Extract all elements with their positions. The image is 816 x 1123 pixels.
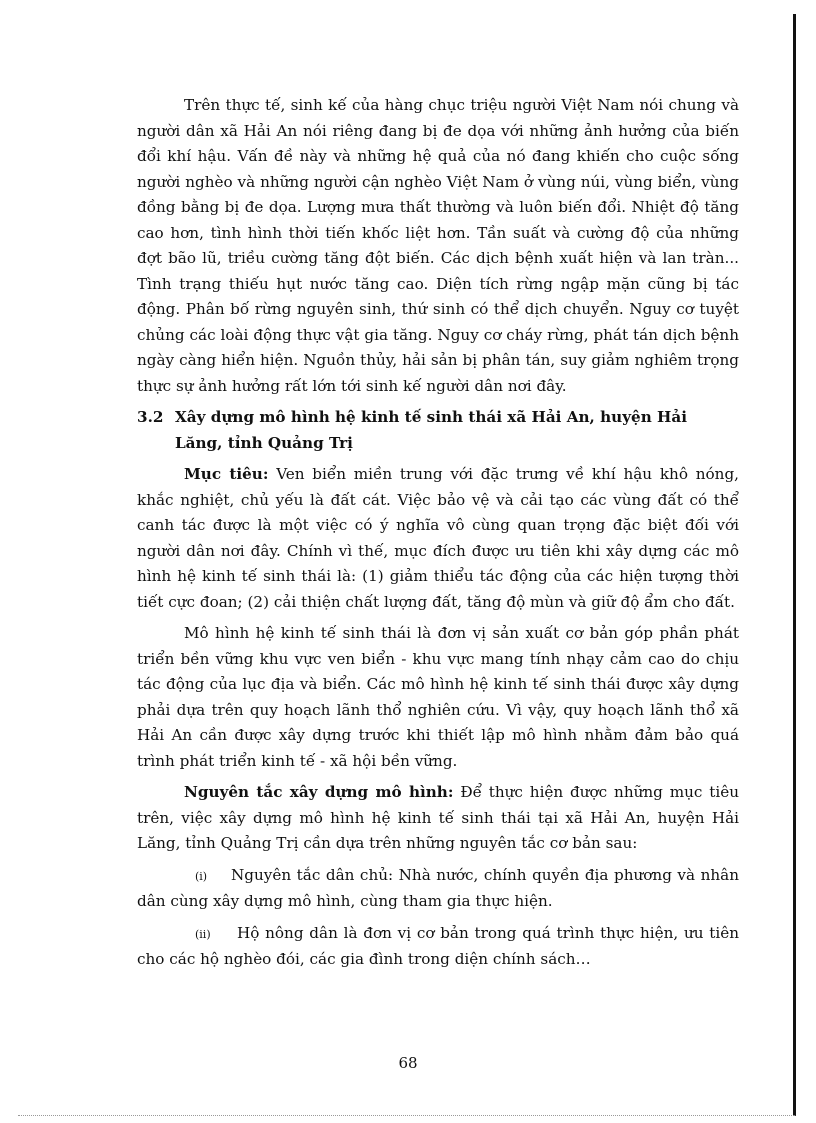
objective-text: Ven biển miền trung với đặc trưng về khí hậu khô nóng, khắc nghiệt, chủ yếu là đất cát. Việc bảo vệ và cải tạo các vùng đất có thể canh tác được là một việc có ý nghĩa vô cùng quan trọng đặc biệt đối với người dân nơi đây. Chính vì thế, mục đích được ưu tiên khi xây dựng các mô hình hệ kinh tế sinh thái là: (1) giảm thiểu tác động của các hiện tượng thời tiết cực đoan; (2) cải thiện chất lượng đất, tăng độ mùn và giữ độ ẩm cho đất. xyxy=(137,465,739,611)
principles-text: Để thực hiện được những mục tiêu trên, việc xây dựng mô hình hệ kinh tế sinh thái tại xã Hải An, huyện Hải Lăng, tỉnh Quảng Trị cần dựa trên những nguyên tắc cơ bản sau: xyxy=(137,783,740,852)
paragraph-principles xyxy=(137,780,739,857)
list-marker: (ii) xyxy=(195,927,211,941)
list-item-text: Hộ nông dân là đơn vị cơ bản trong quá trình thực hiện, ưu tiên cho các hộ nghèo đói, các gia đình trong diện chính sách… xyxy=(137,923,739,968)
paragraph-livelihood: Trên thực tế, sinh kế của hàng chục triệu người Việt Nam nói chung và người dân xã Hải An nói riêng đang bị đe dọa với những ảnh hưởng của biến đổi khí hậu. Vấn đề này và những hệ quả của nó đang khiến cho cuộc sống người nghèo và những người cận nghèo Việt Nam ở vùng núi, vùng biển, vùng đồng bằng bị đe dọa. Lượng mưa thất thường và luôn biến đổi. Nhiệt độ tăng cao hơn, tình hình thời tiến khốc liệt hơn. Tần suất và cường độ của những đợt bão lũ, triều cường tăng đột biến. Các dịch bệnh xuất hiện và lan tràn... Tình trạng thiếu hụt nước tăng cao. Diện tích rừng ngập mặn cũng bị tác động. Phân bố rừng nguyên sinh, thứ sinh có thể dịch chuyển. Nguy cơ tuyệt chủng các loài động thực vật gia tăng. Nguy cơ cháy rừng, phát tán dịch bệnh ngày càng hiển hiện. Nguồn thủy, hải sản bị phân tán, suy giảm nghiêm trọng thực sự ảnh hưởng rất lớn tới sinh kế người dân nơi đây. xyxy=(137,96,739,395)
section-title: Xây dựng mô hình hệ kinh tế sinh thái xã Hải An, huyện Hải Lăng, tỉnh Quảng Trị xyxy=(175,408,687,452)
section-number: 3.2 xyxy=(137,408,164,426)
section-heading xyxy=(137,405,739,456)
objective-label: Mục tiêu: xyxy=(184,465,269,483)
list-item-principle-1 xyxy=(137,863,739,915)
list-marker: (i) xyxy=(195,869,208,883)
paragraph-model: Mô hình hệ kinh tế sinh thái là đơn vị sản xuất cơ bản góp phần phát triển bền vững khu vực ven biển - khu vực mang tính nhạy cảm cao do chịu tác động của lục địa và biển. Các mô hình hệ kinh tế sinh thái được xây dựng phải dựa trên quy hoạch lãnh thổ nghiên cứu. Vì vậy, quy hoạch lãnh thổ xã Hải An cần được xây dựng trước khi thiết lập mô hình nhằm đảm bảo quá trình phát triển kinh tế - xã hội bền vững. xyxy=(137,624,739,770)
paragraph-objective xyxy=(137,462,739,615)
page-number: 68 xyxy=(398,1054,418,1072)
document-body xyxy=(137,93,739,979)
list-item-principle-2 xyxy=(137,921,739,973)
list-item-text: Nguyên tắc dân chủ: Nhà nước, chính quyền địa phương và nhân dân cùng xây dựng mô hình, cùng tham gia thực hiện. xyxy=(137,865,739,910)
principles-label: Nguyên tắc xây dựng mô hình: xyxy=(184,783,454,801)
